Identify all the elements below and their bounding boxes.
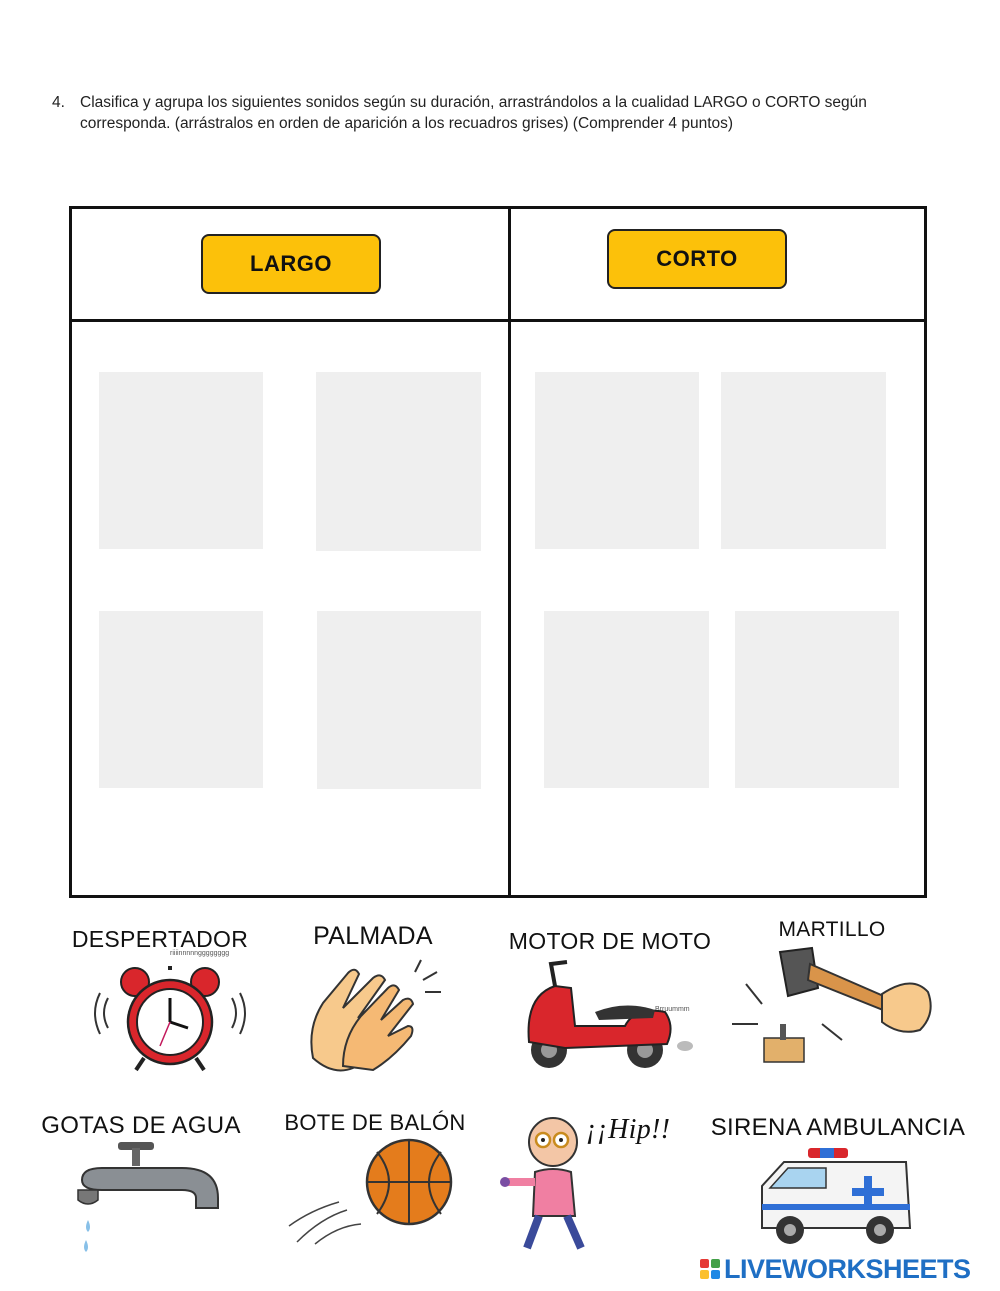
card-label: GOTAS DE AGUA [41, 1112, 241, 1139]
card-despertador[interactable] [60, 920, 260, 1078]
card-label: ¡¡Hip!! [585, 1114, 671, 1145]
card-label: PALMADA [313, 922, 433, 950]
drop-zone-corto-2[interactable] [721, 372, 886, 549]
header-divider [72, 319, 924, 322]
sound-text: riiiinnnnngggggggg [170, 950, 230, 957]
classification-table [69, 206, 927, 898]
logo-mark-icon [700, 1259, 720, 1279]
card-label: MARTILLO [778, 918, 886, 941]
card-bote[interactable] [275, 1108, 475, 1248]
drop-zone-corto-1[interactable] [535, 372, 699, 549]
drop-zone-largo-3[interactable] [99, 611, 263, 788]
card-sirena[interactable] [708, 1112, 968, 1252]
question-text: Clasifica y agrupa los siguientes sonidos según su duración, arrastrándolos a la cualidad LARGO o CORTO según corresponda. (arrástralos en orden de aparición a los recuadros grises) (Comprender 4 puntos) [80, 94, 867, 132]
card-label: SIRENA AMBULANCIA [710, 1114, 966, 1141]
card-palmada[interactable] [283, 918, 463, 1076]
card-hipo[interactable] [493, 1108, 703, 1258]
hiccup-man-icon [495, 1112, 605, 1256]
category-corto-button[interactable]: CORTO [607, 229, 787, 289]
question-number: 4. [52, 94, 65, 111]
ambulance-icon [756, 1146, 916, 1250]
card-motor[interactable] [495, 924, 725, 1074]
card-label: BOTE DE BALÓN [284, 1110, 466, 1135]
drop-zone-corto-3[interactable] [544, 611, 709, 788]
card-martillo[interactable] [722, 914, 942, 1066]
drop-zone-largo-2[interactable] [316, 372, 481, 551]
drop-zone-largo-4[interactable] [317, 611, 481, 789]
basketball-icon [281, 1138, 471, 1246]
sound-text: Brruummm [655, 1006, 690, 1013]
liveworksheets-logo [700, 1254, 996, 1284]
alarm-clock-icon [90, 958, 250, 1076]
card-gotas[interactable] [36, 1110, 246, 1256]
faucet-icon [72, 1142, 222, 1254]
hammer-icon [722, 944, 942, 1064]
clapping-hands-icon [303, 958, 453, 1076]
logo-text: LIVEWORKSHEETS [724, 1253, 971, 1284]
category-largo-button[interactable]: LARGO [201, 234, 381, 294]
drop-zone-corto-4[interactable] [735, 611, 899, 788]
scooter-icon [515, 956, 695, 1072]
card-label: DESPERTADOR [71, 926, 249, 952]
column-divider [508, 209, 511, 895]
drop-zone-largo-1[interactable] [99, 372, 263, 549]
card-label: MOTOR DE MOTO [508, 928, 712, 954]
